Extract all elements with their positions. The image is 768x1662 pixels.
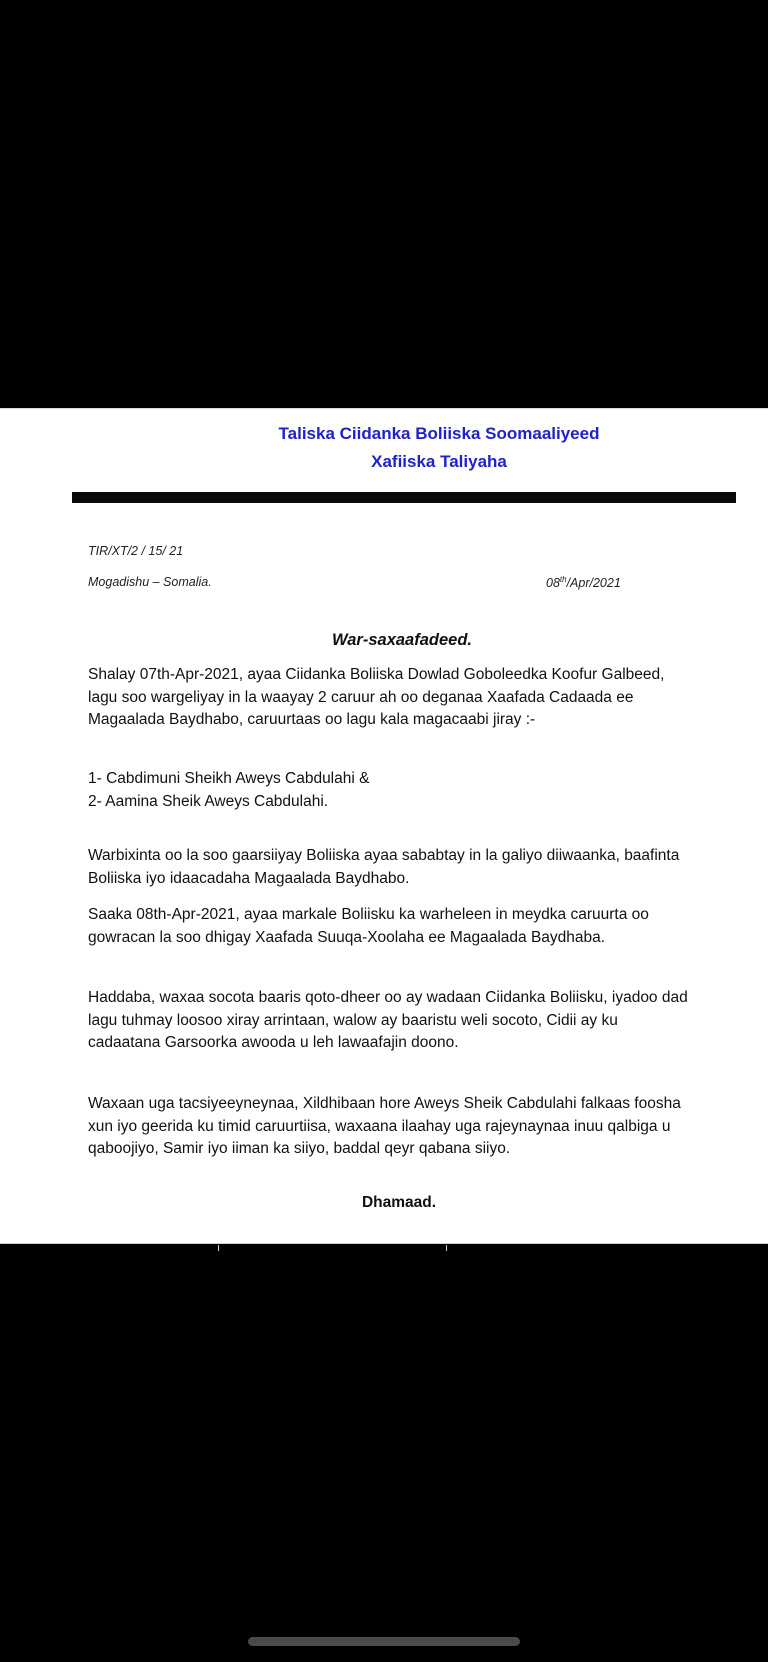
closing-text: Dhamaad. — [361, 1194, 437, 1211]
paragraph-condolence: Waxaan uga tacsiyeeyneynaa, Xildhibaan hore Aweys Sheik Cabdulahi falkaas foosha xun iyo geerida ku timid caruurtiisa, waxaana ilaahay uga rajeynaynaa inuu qalbiga u qaboojiyo, Samir iyo iiman ka siiyo, baddal qeyr qabana siiyo. — [88, 1095, 681, 1157]
paragraph-report: Warbixinta oo la soo gaarsiiyay Boliiska ayaa sababtay in la galiyo diiwaanka, baafinta Boliiska iyo idaacadaha Magaalada Baydhabo. — [88, 847, 680, 887]
letterhead-office: Xafiiska Taliyaha — [371, 452, 507, 471]
reference-number: TIR/XT/2 / 15/ 21 — [88, 544, 184, 558]
list-item-child-2: 2- Aamina Sheik Aweys Cabdulahi. — [88, 793, 329, 810]
home-indicator-bar[interactable] — [248, 1637, 520, 1646]
paragraph-intro: Shalay 07th-Apr-2021, ayaa Ciidanka Boliiska Dowlad Goboleedka Koofur Galbeed, lagu soo wargeliyay in la waayay 2 caruur ah oo deganaa Xaafada Cadaada ee Magaalada Baydhabo, caruurtaas oo lagu kala magacaabi jiray :- — [88, 666, 665, 728]
paragraph-investigation: Haddaba, waxaa socota baaris qoto-dheer oo ay wadaan Ciidanka Boliisku, iyadoo dad lagu tuhmay loosoo xiray arrintaan, walow ay baaristu weli socoto, Cidii ay ku cadaatana Garsoorka awooda u leh lawaafajin doono. — [88, 989, 688, 1051]
date-day: 08 — [546, 576, 560, 591]
press-release-document — [0, 408, 768, 1244]
page-footer-tick — [446, 1245, 447, 1251]
document-title: War-saxaafadeed. — [331, 631, 473, 649]
date-suffix: th — [559, 575, 567, 584]
page-footer-tick — [218, 1245, 219, 1251]
header-divider — [72, 492, 736, 503]
date-rest: /Apr/2021 — [566, 576, 621, 591]
issue-place: Mogadishu – Somalia. — [88, 575, 212, 589]
letterhead-organization: Taliska Ciidanka Boliiska Soomaaliyeed — [278, 424, 600, 443]
issue-date — [546, 575, 621, 590]
paragraph-found: Saaka 08th-Apr-2021, ayaa markale Boliisku ka warheleen in meydka caruurta oo gowracan la soo dhigay Xaafada Suuqa-Xoolaha ee Magaalada Baydhaba. — [88, 906, 649, 946]
list-item-child-1: 1- Cabdimuni Sheikh Aweys Cabdulahi & — [88, 770, 370, 787]
